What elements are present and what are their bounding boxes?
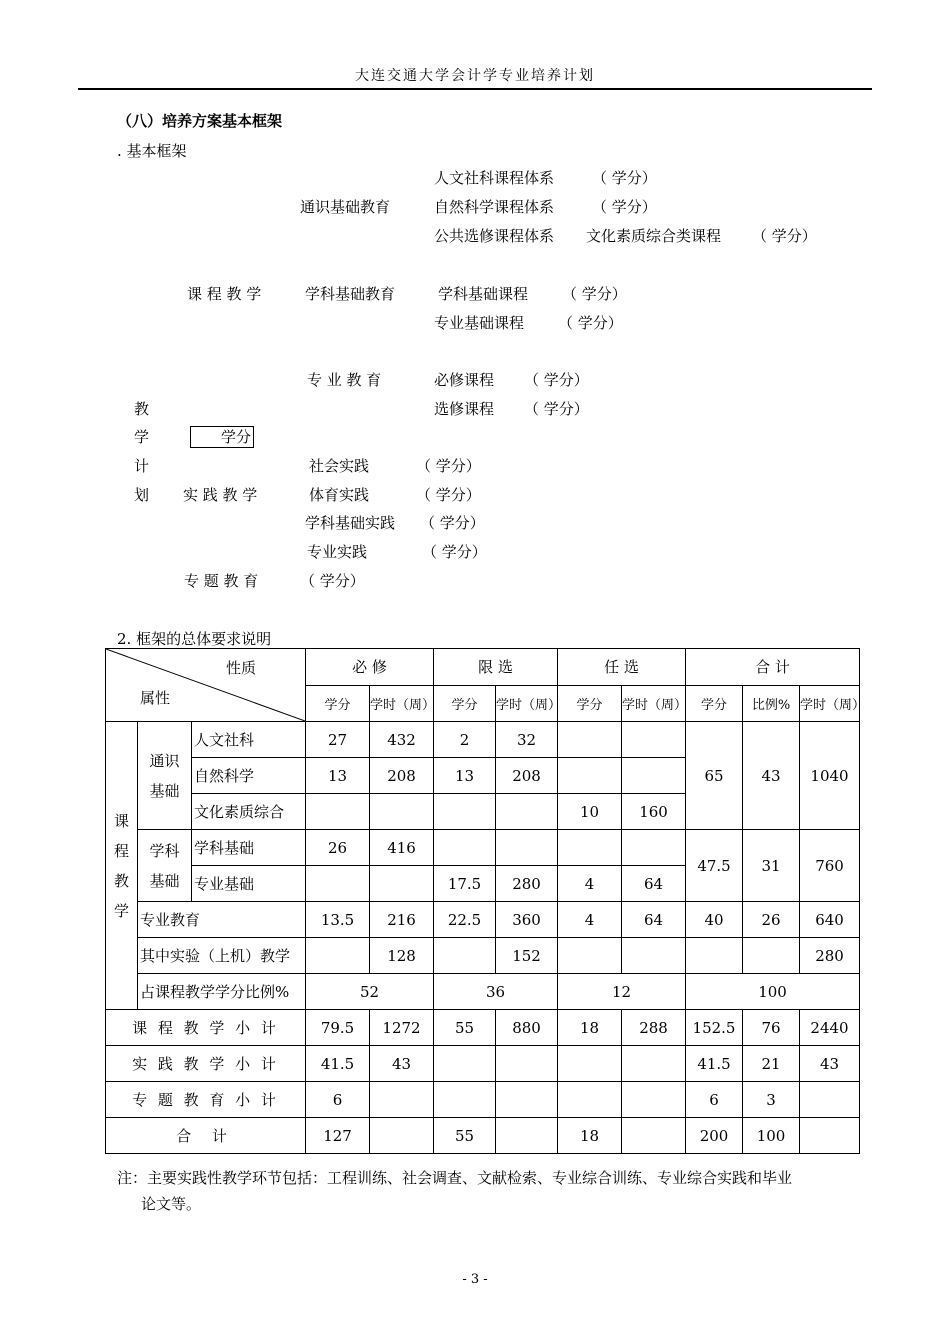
cell: 152.5 [686, 1010, 743, 1046]
note-line-1: 注：主要实践性教学环节包括：工程训练、社会调查、文献检索、专业综合训练、专业综合实践和毕业 [117, 1169, 793, 1187]
cell: 216 [370, 902, 434, 938]
corner-diagonal [106, 649, 305, 721]
row-label-practice-subtotal: 实 践 教 学 小 计 [106, 1046, 306, 1082]
cell: 40 [686, 902, 743, 938]
cell: 55 [434, 1118, 496, 1154]
sub-header: 学时（周） [370, 685, 434, 722]
cell [496, 1118, 558, 1154]
diagonal-line [106, 649, 305, 721]
note-line-2: 论文等。 [141, 1195, 202, 1213]
cell: 416 [370, 830, 434, 866]
sub-header: 学分 [686, 685, 743, 722]
cell: 4 [558, 902, 622, 938]
topic-education-credit: （ 学分） [300, 572, 365, 590]
cell: 288 [622, 1010, 686, 1046]
cell [622, 758, 686, 794]
cell: 17.5 [434, 866, 496, 902]
cell: 13 [434, 758, 496, 794]
cell: 3 [743, 1082, 800, 1118]
general-total-ratio: 43 [743, 722, 800, 830]
sub-header: 学分 [558, 685, 622, 722]
science-credit: （ 学分） [592, 198, 657, 216]
cell: 6 [686, 1082, 743, 1118]
cell: 2 [434, 722, 496, 758]
cell [558, 938, 622, 974]
cell: 55 [434, 1010, 496, 1046]
cell: 280 [496, 866, 558, 902]
humanities-credit: （ 学分） [592, 169, 657, 187]
total-credit-box: 学分 [190, 426, 254, 448]
table-corner-cell [106, 649, 306, 722]
sports-practice: 体育实践 [309, 486, 370, 504]
sub-header: 学分 [434, 685, 496, 722]
cell [558, 722, 622, 758]
row-label-science: 自然科学 [192, 758, 306, 794]
general-total-credit: 65 [686, 722, 743, 830]
cell [743, 938, 800, 974]
cell: 79.5 [306, 1010, 370, 1046]
culture-credit: （ 学分） [752, 227, 817, 245]
discipline-total-hours: 760 [800, 830, 860, 902]
humanities-system: 人文社科课程体系 [434, 169, 555, 187]
table-row-total [106, 1118, 860, 1154]
cell [622, 1046, 686, 1082]
plan-char-3: 计 [134, 457, 150, 475]
group-label-line: 基础 [149, 781, 180, 800]
row-label-humanities: 人文社科 [192, 722, 306, 758]
table-row-lab [106, 938, 860, 974]
cell: 64 [622, 902, 686, 938]
discipline-basic-credit: （ 学分） [562, 285, 627, 303]
cell [434, 794, 496, 830]
cell: 22.5 [434, 902, 496, 938]
corner-bottom-label: 属性 [140, 689, 171, 707]
cell: 13.5 [306, 902, 370, 938]
cell: 360 [496, 902, 558, 938]
cell [622, 830, 686, 866]
cell [370, 1118, 434, 1154]
plan-char-2: 学 [134, 428, 150, 446]
vertical-char: 课 [113, 811, 129, 830]
cell: 12 [558, 974, 686, 1010]
table-row-humanities [106, 722, 860, 758]
cell [306, 866, 370, 902]
subsection-basic-framework: . 基本框架 [117, 142, 187, 160]
cell [496, 1082, 558, 1118]
table-header-row [106, 649, 860, 686]
sub-header: 学时（周） [622, 685, 686, 722]
cell [686, 938, 743, 974]
cell: 26 [743, 902, 800, 938]
cell: 52 [306, 974, 434, 1010]
row-label-lab: 其中实验（上机）教学 [138, 938, 306, 974]
cell [558, 1082, 622, 1118]
practice-teaching: 实 践 教 学 [183, 486, 258, 504]
corner-top-label: 性质 [226, 659, 257, 677]
social-practice-credit: （ 学分） [416, 457, 481, 475]
cell [558, 758, 622, 794]
major-practice-credit: （ 学分） [422, 543, 487, 561]
discipline-total-ratio: 31 [743, 830, 800, 902]
cell: 21 [743, 1046, 800, 1082]
table-row-ratio [106, 974, 860, 1010]
general-education: 通识基础教育 [300, 198, 391, 216]
discipline-total-credit: 47.5 [686, 830, 743, 902]
general-total-hours: 1040 [800, 722, 860, 830]
cell: 152 [496, 938, 558, 974]
subsection-requirements: 2. 框架的总体要求说明 [117, 630, 272, 648]
cell: 432 [370, 722, 434, 758]
group-limited: 限 选 [434, 649, 558, 686]
sub-header: 学分 [306, 685, 370, 722]
cell: 2440 [800, 1010, 860, 1046]
cell: 1272 [370, 1010, 434, 1046]
cell: 208 [370, 758, 434, 794]
row-label-culture: 文化素质综合 [192, 794, 306, 830]
plan-char-4: 划 [134, 486, 150, 504]
cell: 26 [306, 830, 370, 866]
row-label-discipline-basic: 学科基础 [192, 830, 306, 866]
plan-char-1: 教 [134, 400, 150, 418]
cell: 100 [686, 974, 860, 1010]
cell [370, 866, 434, 902]
discipline-education: 学科基础教育 [305, 285, 396, 303]
table-row-discipline-basic [106, 830, 860, 866]
major-education: 专 业 教 育 [307, 371, 382, 389]
cell: 280 [800, 938, 860, 974]
group-label-line: 通识 [149, 751, 180, 770]
discipline-practice: 学科基础实践 [305, 514, 396, 532]
vertical-char: 教 [113, 871, 129, 890]
group-required: 必 修 [306, 649, 434, 686]
cell [496, 794, 558, 830]
cell: 36 [434, 974, 558, 1010]
science-system: 自然科学课程体系 [434, 198, 555, 216]
cell: 640 [800, 902, 860, 938]
document-header-title: 大连交通大学会计学专业培养计划 [355, 68, 595, 84]
major-basic-credit: （ 学分） [558, 314, 623, 332]
cell: 64 [622, 866, 686, 902]
table-note [117, 1165, 877, 1217]
culture-course: 文化素质综合类课程 [586, 227, 722, 245]
cell: 100 [743, 1118, 800, 1154]
cell: 18 [558, 1118, 622, 1154]
cell [622, 1082, 686, 1118]
cell [434, 1046, 496, 1082]
major-basic-course: 专业基础课程 [434, 314, 525, 332]
cell: 32 [496, 722, 558, 758]
table-row-major-education [106, 902, 860, 938]
cell [622, 722, 686, 758]
cell [370, 794, 434, 830]
group-label-line: 学科 [149, 841, 180, 860]
course-teaching-label [106, 722, 138, 1010]
table-row-course-subtotal [106, 1010, 860, 1046]
cell: 41.5 [686, 1046, 743, 1082]
required-credit: （ 学分） [524, 371, 589, 389]
row-label-course-subtotal: 课 程 教 学 小 计 [106, 1010, 306, 1046]
cell [434, 1082, 496, 1118]
cell: 10 [558, 794, 622, 830]
cell [800, 1082, 860, 1118]
discipline-practice-credit: （ 学分） [420, 514, 485, 532]
cell: 127 [306, 1118, 370, 1154]
row-label-topic-subtotal: 专 题 教 育 小 计 [106, 1082, 306, 1118]
discipline-basic-label [138, 830, 192, 902]
major-practice: 专业实践 [307, 543, 368, 561]
topic-education: 专 题 教 育 [184, 572, 259, 590]
sports-practice-credit: （ 学分） [416, 486, 481, 504]
cell: 27 [306, 722, 370, 758]
cell: 200 [686, 1118, 743, 1154]
cell [434, 830, 496, 866]
cell [496, 1046, 558, 1082]
cell: 208 [496, 758, 558, 794]
social-practice: 社会实践 [309, 457, 370, 475]
cell [558, 1046, 622, 1082]
group-label-line: 基础 [149, 871, 180, 890]
group-optional: 任 选 [558, 649, 686, 686]
cell: 13 [306, 758, 370, 794]
cell [434, 938, 496, 974]
cell [800, 1118, 860, 1154]
cell [370, 1082, 434, 1118]
group-total: 合 计 [686, 649, 860, 686]
cell: 128 [370, 938, 434, 974]
cell: 4 [558, 866, 622, 902]
sub-header: 学时（周） [496, 685, 558, 722]
cell: 880 [496, 1010, 558, 1046]
cell [496, 830, 558, 866]
cell: 18 [558, 1010, 622, 1046]
general-basic-label [138, 722, 192, 830]
discipline-basic-course: 学科基础课程 [438, 285, 529, 303]
required-course: 必修课程 [434, 371, 495, 389]
row-label-major-education: 专业教育 [138, 902, 306, 938]
cell [558, 830, 622, 866]
cell [622, 938, 686, 974]
cell: 43 [800, 1046, 860, 1082]
row-label-total: 合 计 [106, 1118, 306, 1154]
course-teaching: 课 程 教 学 [187, 285, 262, 303]
elective-course: 选修课程 [434, 400, 495, 418]
cell: 76 [743, 1010, 800, 1046]
row-label-major-basic: 专业基础 [192, 866, 306, 902]
row-label-ratio: 占课程教学学分比例% [138, 974, 306, 1010]
section-heading: （八）培养方案基本框架 [117, 112, 283, 130]
cell: 6 [306, 1082, 370, 1118]
sub-header: 学时（周） [800, 685, 860, 722]
elective-credit: （ 学分） [524, 400, 589, 418]
table-row-topic-subtotal [106, 1082, 860, 1118]
sub-header: 比例% [743, 685, 800, 722]
cell [306, 938, 370, 974]
cell [306, 794, 370, 830]
vertical-char: 程 [113, 841, 129, 860]
cell [622, 1118, 686, 1154]
table-row-practice-subtotal [106, 1046, 860, 1082]
cell: 43 [370, 1046, 434, 1082]
vertical-char: 学 [113, 901, 129, 920]
public-elective-system: 公共选修课程体系 [434, 227, 555, 245]
page-number: - 3 - [462, 1272, 488, 1287]
cell: 160 [622, 794, 686, 830]
header-rule [78, 88, 872, 90]
cell: 41.5 [306, 1046, 370, 1082]
framework-requirements-table [105, 648, 866, 1154]
